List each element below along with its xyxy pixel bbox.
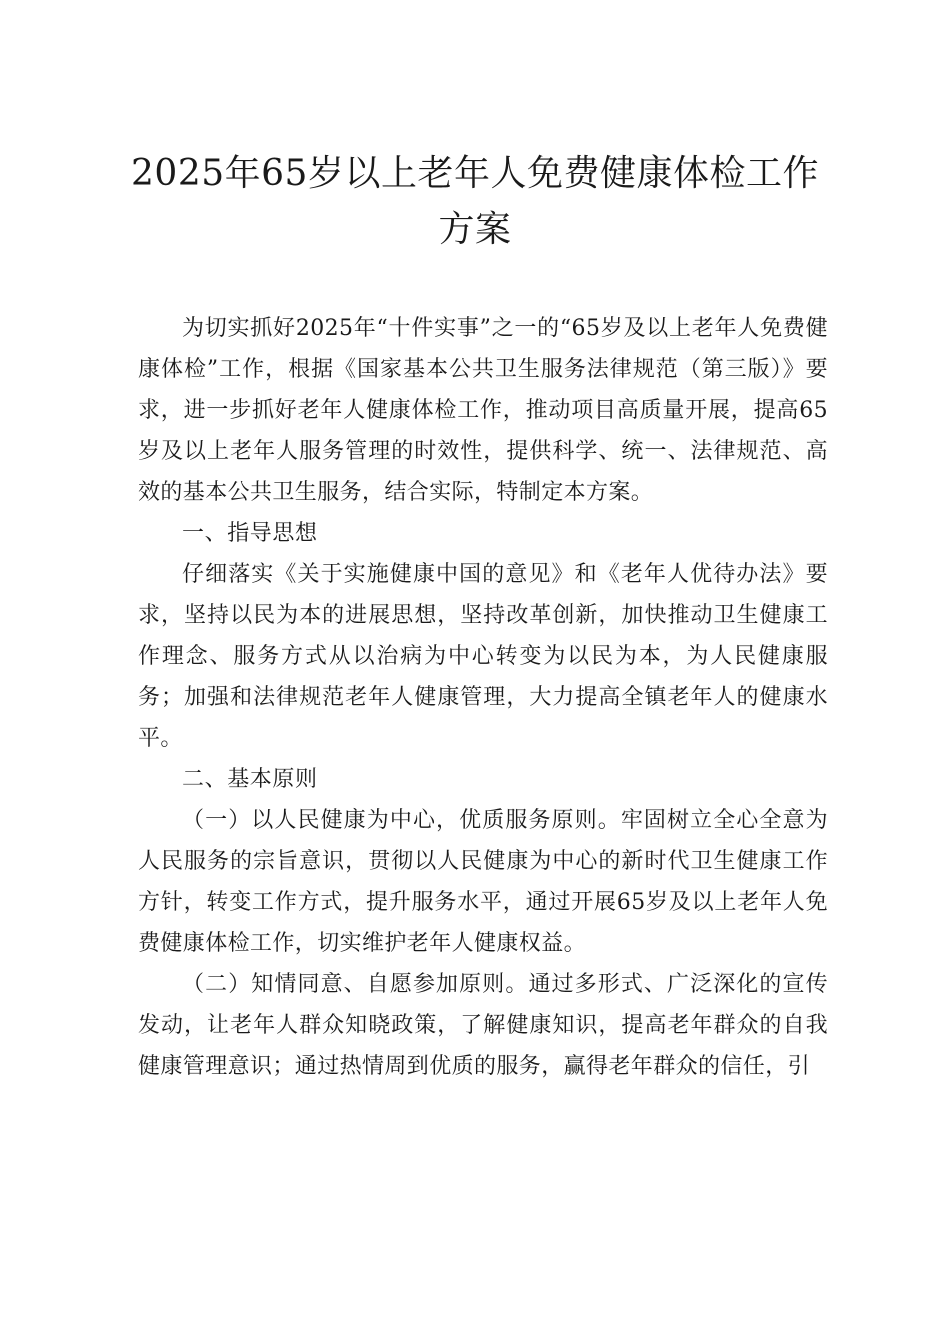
section-heading-guiding-ideology: 一、指导思想 — [182, 521, 318, 546]
principle-two-paragraph: （二）知情同意、自愿参加原则。通过多形式、广泛深化的宣传发动，让老年人群众知晓政策，了解健康知识，提高老年群众的自我健康管理意识；通过热情周到优质的服务，赢得老年群众的信任，引 — [138, 972, 828, 1079]
section-heading-basic-principles: 二、基本原则 — [182, 767, 318, 792]
intro-paragraph: 为切实抓好2025年“十件实事”之一的“65岁及以上老年人免费健康体检”工作，根据《国家基本公共卫生服务法律规范（第三版）》要求，进一步抓好老年人健康体检工作，推动项目高质量开展，提高65岁及以上老年人服务管理的时效性，提供科学、统一、法律规范、高效的基本公共卫生服务，结合实际，特制定本方案。 — [138, 316, 828, 505]
document-body — [138, 308, 828, 1087]
document-title: 2025年65岁以上老年人免费健康体检工作方案 — [131, 153, 819, 250]
principle-one-paragraph: （一）以人民健康为中心，优质服务原则。牢固树立全心全意为人民服务的宗旨意识，贯彻以人民健康为中心的新时代卫生健康工作方针，转变工作方式，提升服务水平，通过开展65岁及以上老年人免费健康体检工作，切实维护老年人健康权益。 — [138, 808, 828, 956]
guiding-ideology-paragraph: 仔细落实《关于实施健康中国的意见》和《老年人优待办法》要求，坚持以民为本的进展思想，坚持改革创新，加快推动卫生健康工作理念、服务方式从以治病为中心转变为以民为本，为人民健康服务；加强和法律规范老年人健康管理，大力提高全镇老年人的健康水平。 — [138, 562, 828, 751]
